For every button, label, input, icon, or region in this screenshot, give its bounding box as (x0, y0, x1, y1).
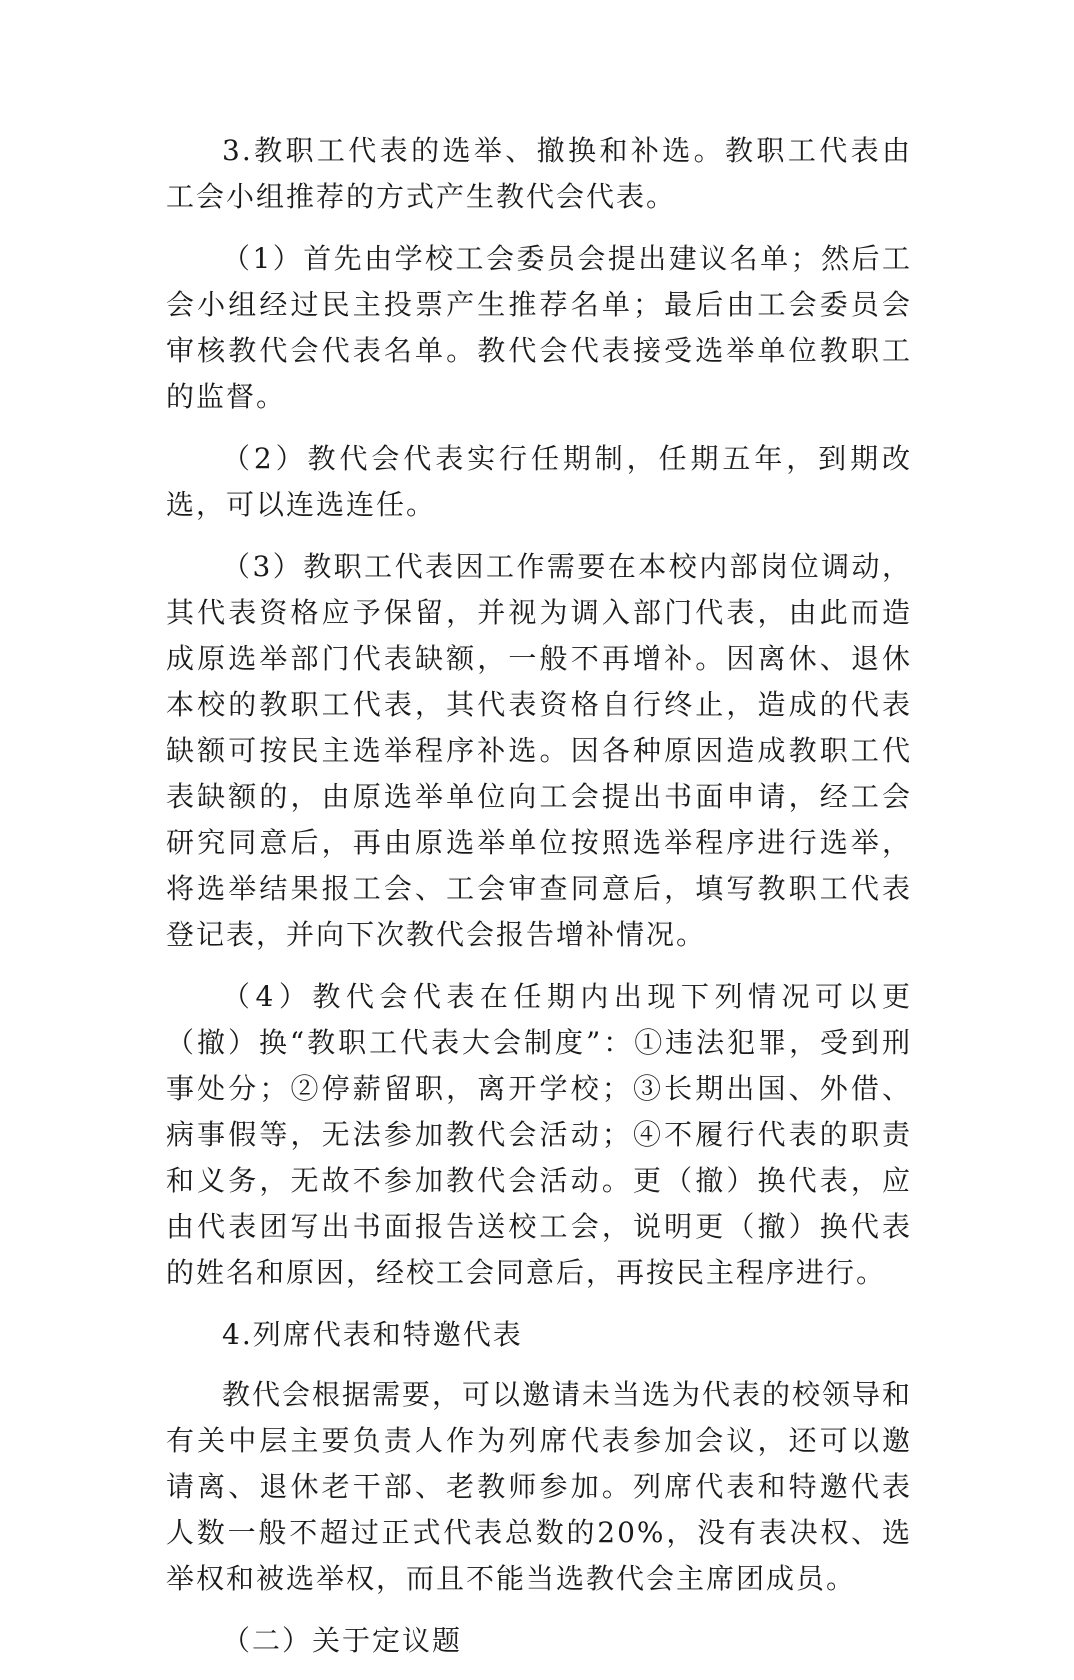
subsection-heading: （二）关于定议题 (222, 1624, 463, 1657)
paragraph-item-3: （3）教职工代表因工作需要在本校内部岗位调动，其代表资格应予保留，并视为调入部门代表，由此而造成原选举部门代表缺额，一般不再增补。因离休、退休本校的教职工代表，其代表资格自行终止，造成的代表缺额可按民主选举程序补选。因各种原因造成教职工代表缺额的，由原选举单位向工会提出书面申请，经工会研究同意后，再由原选举单位按照选举程序进行选举，将选举结果报工会、工会审查同意后，填写教职工代表登记表，并向下次教代会报告增补情况。 (166, 550, 912, 951)
paragraph-item-1: （1）首先由学校工会委员会提出建议名单；然后工会小组经过民主投票产生推荐名单；最后由工会委员会审核教代会代表名单。教代会代表接受选举单位教职工的监督。 (166, 242, 912, 413)
paragraph-section-3: 3.教职工代表的选举、撤换和补选。教职工代表由工会小组推荐的方式产生教代会代表。 (166, 134, 912, 213)
paragraph-section-4-heading: 4.列席代表和特邀代表 (222, 1318, 523, 1351)
paragraph-section-4-body: 教代会根据需要，可以邀请未当选为代表的校领导和有关中层主要负责人作为列席代表参加会议，还可以邀请离、退休老干部、老教师参加。列席代表和特邀代表人数一般不超过正式代表总数的20%，没有表决权、选举权和被选举权，而且不能当选教代会主席团成员。 (166, 1378, 913, 1595)
paragraph-item-4: （4）教代会代表在任期内出现下列情况可以更（撤）换“教职工代表大会制度”：①违法犯罪，受到刑事处分；②停薪留职，离开学校；③长期出国、外借、病事假等，无法参加教代会活动；④不履行代表的职责和义务，无故不参加教代会活动。更（撤）换代表，应由代表团写出书面报告送校工会，说明更（撤）换代表的姓名和原因，经校工会同意后，再按民主程序进行。 (166, 980, 912, 1289)
paragraph-item-2: （2）教代会代表实行任期制，任期五年，到期改选，可以连选连任。 (166, 442, 912, 521)
document-body (166, 128, 912, 1680)
